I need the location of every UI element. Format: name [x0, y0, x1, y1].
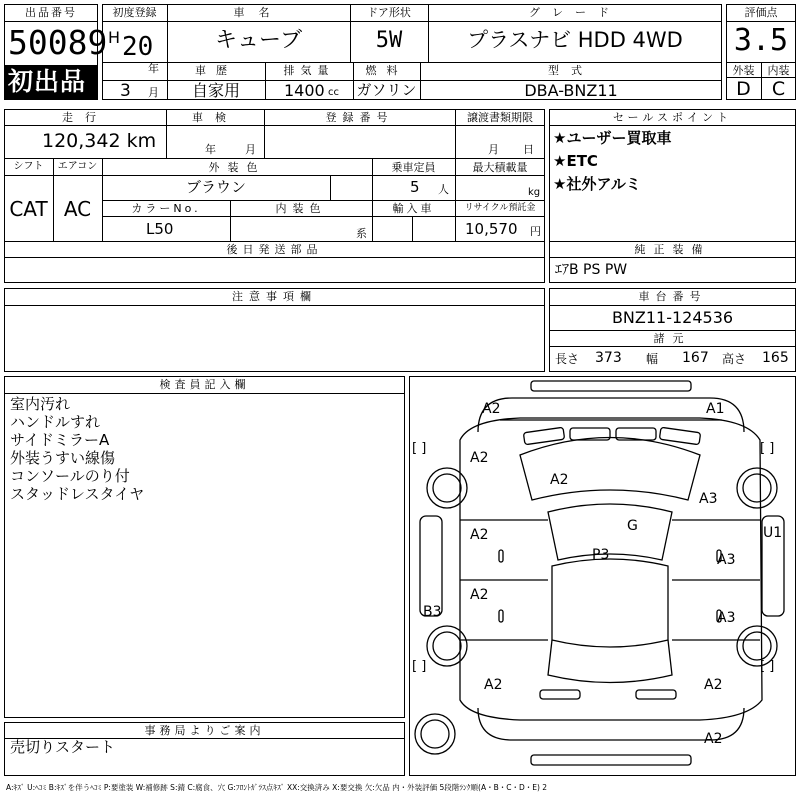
displacement: 1400	[284, 81, 325, 100]
height-label: 高さ	[722, 352, 747, 366]
damage-mark: A1	[706, 401, 725, 417]
import-label: 輸入車	[392, 202, 435, 215]
damage-mark: [ ]	[760, 441, 775, 456]
score: 3.5	[733, 23, 789, 58]
chassis-number: BNZ11-124536	[611, 308, 734, 327]
inspector-line: ハンドルすれ	[10, 413, 101, 431]
load-unit: kg	[528, 187, 541, 198]
recycle-label: リサイクル預託金	[464, 203, 536, 213]
inspector-line: 室内汚れ	[10, 395, 71, 413]
height: 165	[762, 350, 789, 366]
damage-mark: A2	[470, 527, 489, 543]
lot-number: 50089	[8, 23, 108, 62]
damage-diagram	[409, 376, 796, 776]
damage-mark: A2	[484, 677, 503, 693]
year-unit: 年	[148, 62, 159, 75]
selling-point-item: ★ユーザー買取車	[553, 129, 672, 147]
car-name-label: 車名	[233, 6, 284, 19]
selling-point-item: ★社外アルミ	[553, 175, 641, 193]
inspector-line: スタッドレスタイヤ	[10, 485, 145, 503]
shift: CAT	[9, 197, 48, 221]
damage-mark: A2	[482, 401, 501, 417]
damage-mark: A2	[704, 677, 723, 693]
model: DBA-BNZ11	[524, 81, 618, 100]
era: H	[108, 28, 121, 47]
damage-mark: A3	[699, 491, 718, 507]
transfer-month-unit: 月	[488, 143, 499, 156]
ext-color: ブラウン	[185, 178, 246, 196]
exterior-grade: D	[736, 78, 751, 100]
equipment: ｴｱB PS PW	[555, 262, 628, 278]
damage-mark: [ ]	[412, 659, 427, 674]
interior-grade: C	[771, 78, 786, 100]
inspection-label: 車検	[192, 111, 238, 124]
equipment-label: 純正装備	[634, 243, 711, 256]
recycle: 10,570	[465, 220, 518, 238]
ac: AC	[63, 197, 92, 221]
fuel-label: 燃料	[365, 64, 408, 77]
damage-mark: B3	[423, 604, 442, 620]
recycle-unit: 円	[530, 225, 541, 238]
color-no-label: カラーNo.	[131, 202, 201, 215]
inspector-line: サイドミラーA	[10, 431, 110, 449]
load-label: 最大積載量	[472, 161, 528, 174]
car-name: キューブ	[215, 28, 302, 53]
damage-mark: A2	[470, 587, 489, 603]
damage-mark: [ ]	[412, 441, 427, 456]
score-label: 評価点	[744, 6, 778, 19]
dims-label: 諸元	[653, 332, 692, 345]
length: 373	[595, 350, 622, 366]
office-label: 事務局よりご案内	[144, 724, 265, 737]
inspector-line: 外装うすい線傷	[10, 449, 116, 467]
transfer-label: 譲渡書類期限	[467, 111, 533, 124]
selling-point-item: ★ETC	[553, 152, 598, 170]
displacement-label: 排気量	[283, 64, 335, 77]
inspection-month-unit: 月	[245, 143, 256, 156]
damage-mark: [ ]	[760, 659, 775, 674]
interior-label: 内装	[767, 64, 790, 77]
damage-mark: A2	[704, 731, 723, 747]
damage-mark: A3	[717, 610, 736, 626]
int-color-unit: 系	[356, 227, 367, 240]
inspector-line: コンソールのり付	[10, 467, 130, 485]
damage-mark: P3	[592, 547, 610, 563]
damage-mark: A2	[470, 450, 489, 466]
width-label: 幅	[646, 352, 659, 366]
chassis-label: 車台番号	[638, 290, 707, 303]
grade: プラスナビ HDD 4WD	[467, 28, 683, 52]
later-parts-label: 後日発送部品	[226, 243, 323, 256]
damage-mark: G	[627, 518, 638, 534]
damage-mark: U1	[763, 525, 783, 541]
door-label: ドア形状	[367, 6, 411, 19]
color-no: L50	[146, 220, 174, 238]
damage-mark: A3	[717, 552, 736, 568]
inspection-year-unit: 年	[205, 143, 216, 156]
model-label: 型式	[548, 64, 594, 77]
reg-month: 3	[120, 81, 131, 101]
month-unit: 月	[148, 86, 159, 99]
mileage: 120,342 km	[42, 130, 157, 152]
ext-color-label: 外装色	[208, 161, 266, 174]
displacement-unit: cc	[328, 87, 339, 98]
ac-label: エアコン	[57, 161, 98, 172]
history: 自家用	[191, 81, 240, 100]
selling-points-label: セールスポイント	[612, 111, 732, 124]
door-type: 5W	[375, 28, 403, 53]
legend: A:ｷｽﾞ U:ﾍｺﾐ B:ｷｽﾞを伴うﾍｺﾐ P:要塗装 W:補修跡 S:錆 C:腐食、穴 G:ﾌﾛﾝﾄｶﾞﾗｽ点ｷｽﾞ XX:交換済み X:要交換 欠:欠品 内・外装評価 5段階ﾗﾝｸ順(A・B・C・D・E) 2	[6, 783, 548, 792]
fuel: ガソリン	[356, 81, 417, 99]
capacity-label: 乗車定員	[391, 161, 436, 174]
first-listing-label: 初出品	[8, 67, 87, 96]
history-label: 車歴	[195, 64, 237, 77]
shift-label: シフト	[13, 161, 44, 172]
exterior-label: 外装	[732, 64, 755, 77]
office-text: 売切りスタート	[10, 738, 116, 756]
int-color-label: 内装色	[275, 202, 327, 215]
lot-label: 出品番号	[25, 6, 77, 19]
damage-mark: A2	[550, 472, 569, 488]
inspector-label: 検査員記入欄	[159, 378, 250, 391]
length-label: 長さ	[555, 352, 580, 366]
reg-no-label: 登録番号	[325, 111, 394, 124]
reg-year: 20	[122, 32, 154, 62]
transfer-day-unit: 日	[523, 143, 534, 156]
mileage-label: 走行	[62, 111, 108, 124]
reg-label: 初度登録	[112, 6, 157, 19]
width: 167	[682, 350, 709, 366]
capacity-unit: 人	[438, 183, 449, 196]
notes-label: 注意事項欄	[232, 290, 317, 303]
capacity: 5	[410, 178, 420, 196]
grade-label: グレード	[529, 6, 621, 19]
